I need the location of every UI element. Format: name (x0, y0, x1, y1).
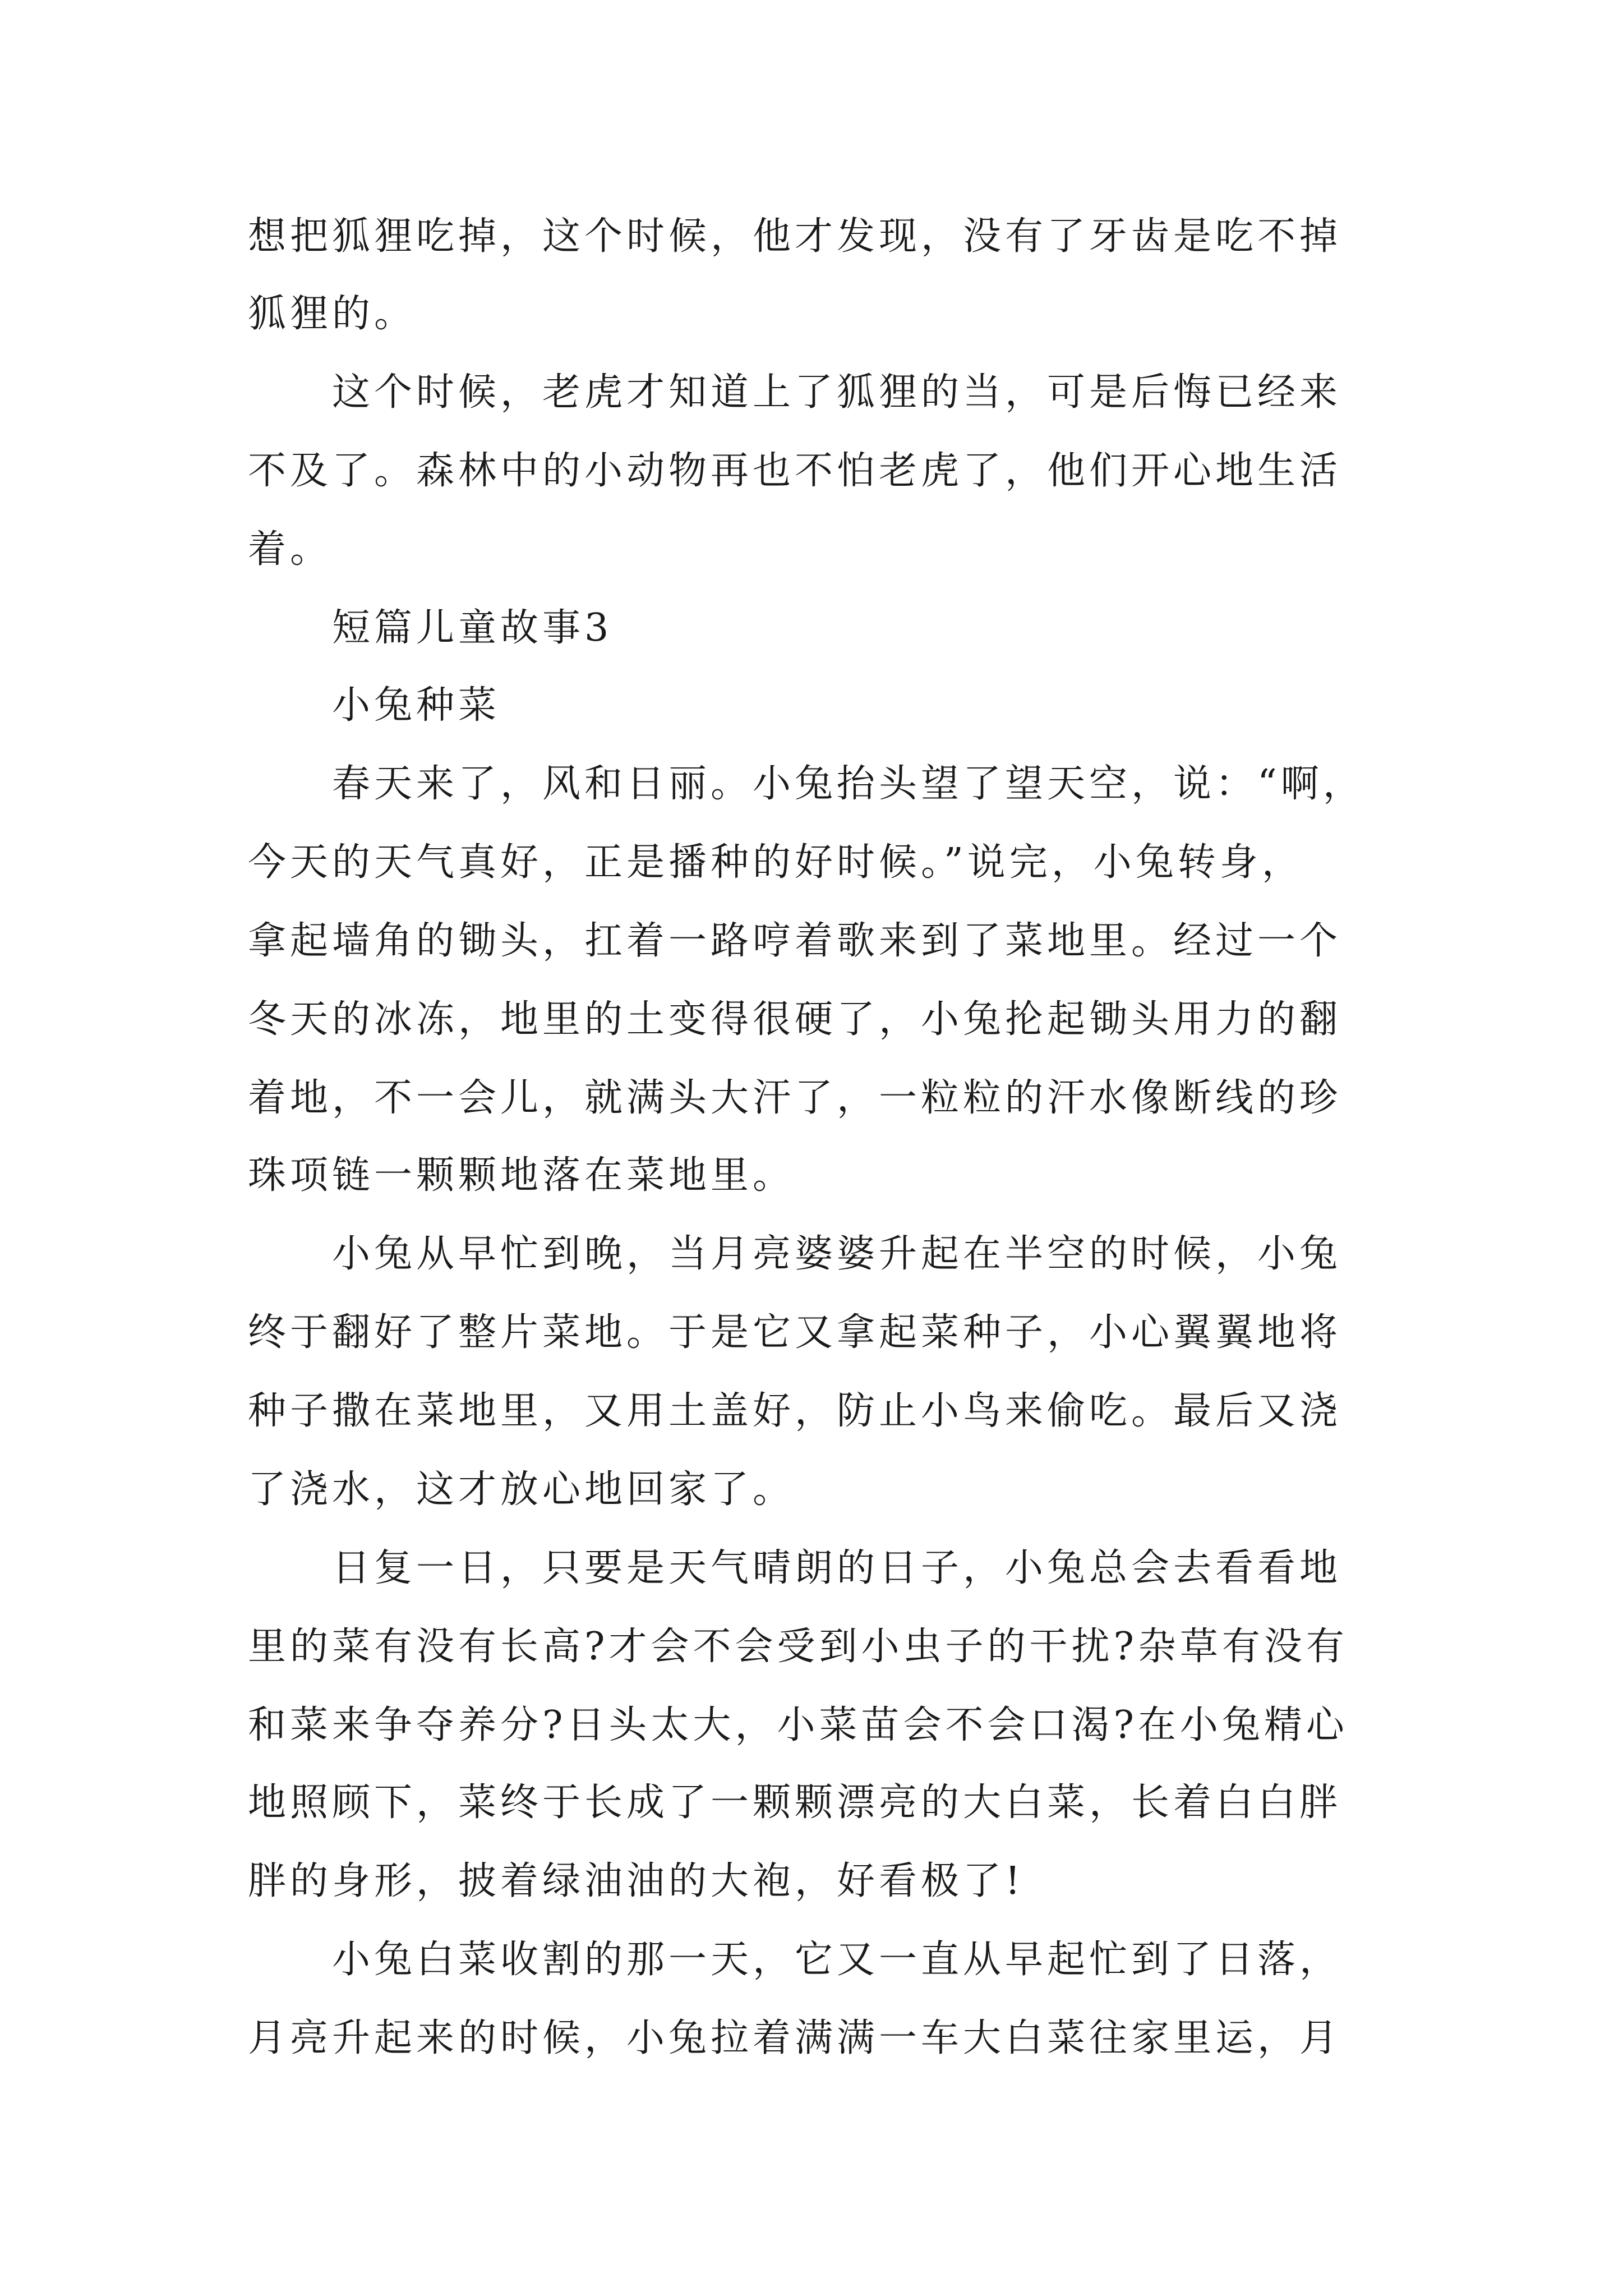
text-line: 春天来了，风和日丽。小兔抬头望了望天空，说：“啊， (332, 762, 1365, 806)
text-line: 着。 (248, 527, 333, 572)
text-line: 里的菜有没有长高?才会不会受到小虫子的干扰?杂草有没有 (248, 1625, 1348, 1669)
text-line: 冬天的冰冻，地里的土变得很硬了，小兔抡起锄头用力的翻 (248, 997, 1342, 1042)
text-line: 月亮升起来的时候，小兔拉着满满一车大白菜往家里运，月 (248, 2016, 1342, 2060)
text-line: 了浇水，这才放心地回家了。 (248, 1467, 795, 1512)
text-line: 种子撒在菜地里，又用土盖好，防止小鸟来偷吃。最后又浇 (248, 1389, 1342, 1433)
section-heading: 短篇儿童故事3 (332, 606, 613, 650)
text-line: 日复一日，只要是天气晴朗的日子，小兔总会去看看地 (332, 1546, 1342, 1590)
text-line: 今天的天气真好，正是播种的好时候。”说完，小兔转身， (248, 840, 1304, 885)
text-line: 终于翻好了整片菜地。于是它又拿起菜种子，小心翼翼地将 (248, 1310, 1342, 1355)
text-line: 着地，不一会儿，就满头大汗了，一粒粒的汗水像断线的珍 (248, 1076, 1342, 1120)
text-line: 不及了。森林中的小动物再也不怕老虎了，他们开心地生活 (248, 449, 1342, 493)
text-line: 小兔从早忙到晚，当月亮婆婆升起在半空的时候，小兔 (332, 1232, 1342, 1276)
text-line: 想把狐狸吃掉，这个时候，他才发现，没有了牙齿是吃不掉 (248, 214, 1342, 259)
text-line: 小兔白菜收割的那一天，它又一直从早起忙到了日落， (332, 1938, 1342, 1982)
story-title: 小兔种菜 (332, 683, 501, 728)
text-line: 珠项链一颗颗地落在菜地里。 (248, 1153, 795, 1198)
text-line: 这个时候，老虎才知道上了狐狸的当，可是后悔已经来 (332, 370, 1342, 415)
text-line: 狐狸的。 (248, 292, 417, 336)
text-line: 胖的身形，披着绿油油的大袍，好看极了! (248, 1859, 1025, 1903)
text-line: 和菜来争夺养分?日头太大，小菜苗会不会口渴?在小兔精心 (248, 1703, 1348, 1747)
text-line: 地照顾下，菜终于长成了一颗颗漂亮的大白菜，长着白白胖 (248, 1780, 1342, 1825)
text-line: 拿起墙角的锄头，扛着一路哼着歌来到了菜地里。经过一个 (248, 919, 1342, 963)
